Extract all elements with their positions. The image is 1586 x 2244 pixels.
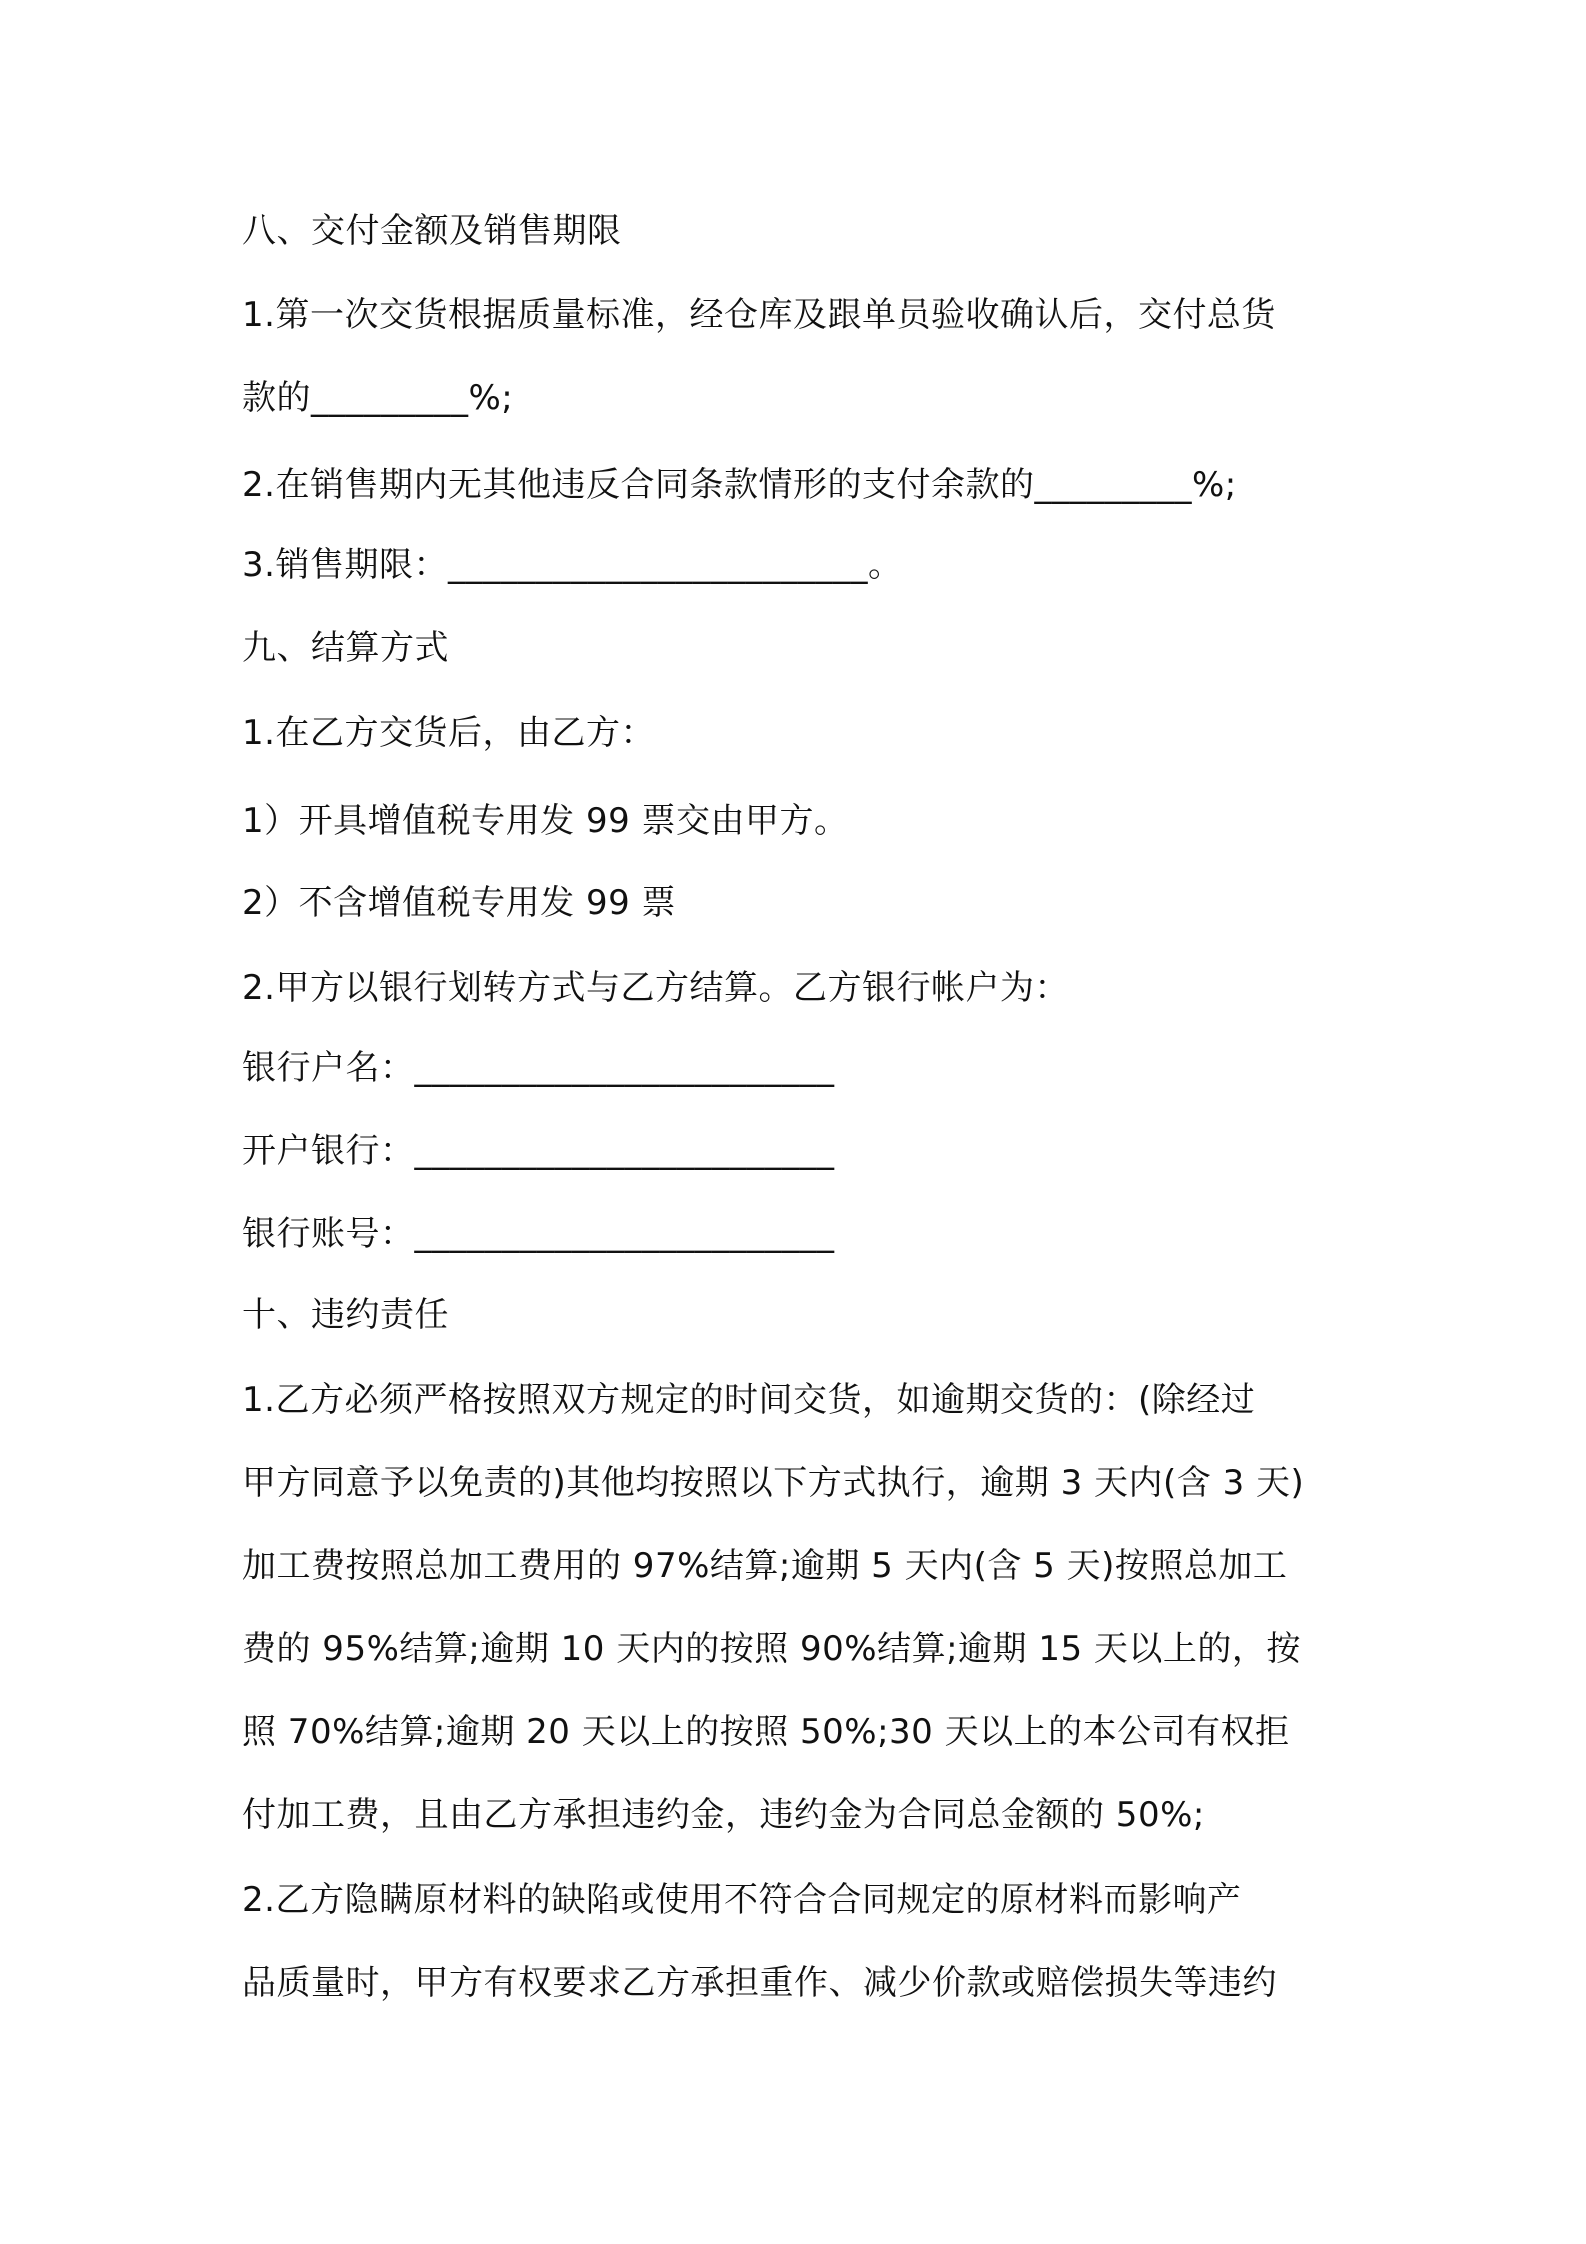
paragraph-line: 款的_________%; [242,378,514,418]
paragraph-line: 费的 95%结算;逾期 10 天内的按照 90%结算;逾期 15 天以上的，按 [242,1629,1301,1669]
paragraph-line: 1）开具增值税专用发 99 票交由甲方。 [242,801,849,841]
paragraph-line: 付加工费，且由乙方承担违约金，违约金为合同总金额的 50%; [242,1795,1205,1835]
paragraph-line: 2.甲方以银行划转方式与乙方结算。乙方银行帐户为： [242,968,1069,1008]
paragraph-line: 3.销售期限：________________________。 [242,545,903,585]
section-heading-10: 十、违约责任 [242,1295,449,1335]
paragraph-line: 2）不含增值税专用发 99 票 [242,883,677,923]
paragraph-line: 甲方同意予以免责的)其他均按照以下方式执行，逾期 3 天内(含 3 天) [242,1463,1305,1503]
bank-name-field: 银行户名：________________________ [242,1048,835,1088]
paragraph-line: 1.第一次交货根据质量标准，经仓库及跟单员验收确认后，交付总货 [242,295,1276,335]
paragraph-line: 2.乙方隐瞒原材料的缺陷或使用不符合合同规定的原材料而影响产 [242,1880,1242,1920]
paragraph-line: 品质量时，甲方有权要求乙方承担重作、减少价款或赔偿损失等违约 [242,1963,1277,2003]
bank-branch-field: 开户银行：________________________ [242,1131,835,1171]
paragraph-line: 1.在乙方交货后，由乙方： [242,713,655,753]
section-heading-9: 九、结算方式 [242,628,449,668]
paragraph-line: 1.乙方必须严格按照双方规定的时间交货，如逾期交货的：(除经过 [242,1380,1256,1420]
section-heading-8: 八、交付金额及销售期限 [242,211,622,251]
paragraph-line: 加工费按照总加工费用的 97%结算;逾期 5 天内(含 5 天)按照总加工 [242,1546,1288,1586]
bank-account-field: 银行账号：________________________ [242,1214,835,1254]
paragraph-line: 照 70%结算;逾期 20 天以上的按照 50%;30 天以上的本公司有权拒 [242,1712,1290,1752]
paragraph-line: 2.在销售期内无其他违反合同条款情形的支付余款的_________%; [242,465,1237,505]
